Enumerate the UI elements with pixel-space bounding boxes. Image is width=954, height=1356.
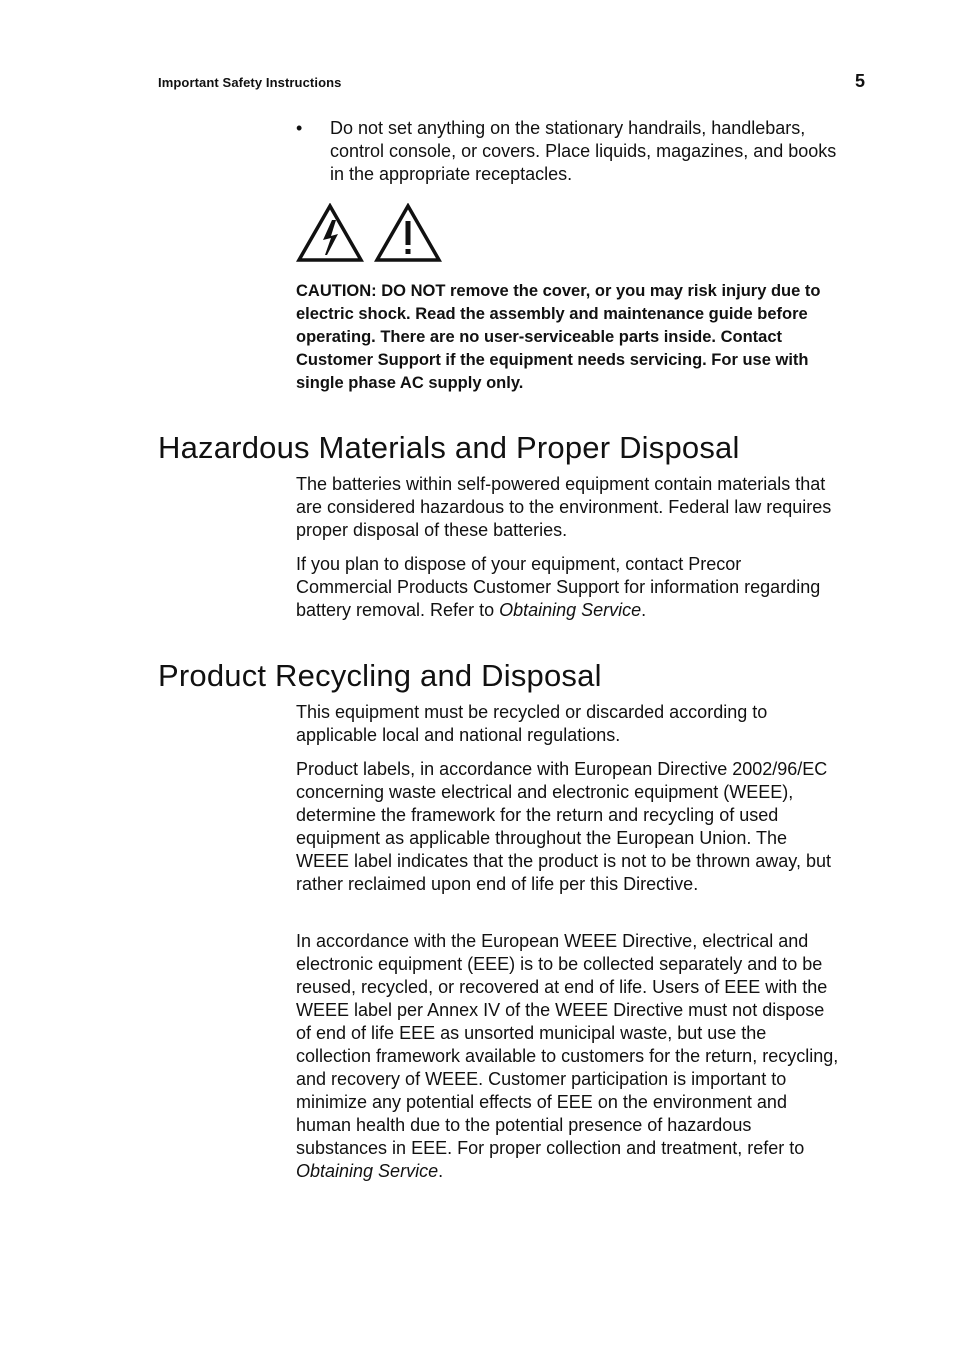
recycling-para-3-text: In accordance with the European WEEE Directive, electrical and electronic equipment (EEE) is to be collected separately and to be reused, recycled, or recovered at end of life. Users of EEE with the WEEE label per Annex IV of the WEEE Directive must not dispose of end of life EEE as unsorted municipal waste, but use the collection framework available to customers for the return, recycling, and recovery of WEEE. Customer participation is important to minimize any potential effects of EEE on the environment and human health due to the potential presence of hazardous substances in EEE. For proper collection and treatment, refer to <box>296 931 839 1158</box>
page-number: 5 <box>855 71 866 91</box>
section-heading-recycling: Product Recycling and Disposal <box>158 658 602 693</box>
recycling-para-3 <box>296 930 841 1183</box>
hazardous-para-2-end: . <box>641 600 647 620</box>
electric-shock-warning-icon <box>296 203 364 263</box>
caution-notice: CAUTION: DO NOT remove the cover, or you may risk injury due to electric shock. Read the assembly and maintenance guide before operating. There are no user-serviceable parts inside. Contact Customer Support if the equipment needs servicing. For use with single phase AC supply only. <box>296 282 821 392</box>
bullet-marker: • <box>296 118 303 138</box>
bullet-text: Do not set anything on the stationary handrails, handlebars, control console, or covers. Place liquids, magazines, and books in the appropriate receptacles. <box>330 118 837 184</box>
hazardous-para-2-text: If you plan to dispose of your equipment, contact Precor Commercial Products Customer Support for information regarding battery removal. Refer to <box>296 554 821 620</box>
obtaining-service-reference: Obtaining Service <box>499 600 642 620</box>
general-warning-icon <box>374 203 442 263</box>
bullet-item <box>296 117 841 186</box>
obtaining-service-reference: Obtaining Service <box>296 1161 439 1181</box>
hazardous-para-2 <box>296 553 841 622</box>
warning-icons <box>296 203 442 263</box>
recycling-para-2: Product labels, in accordance with European Directive 2002/96/EC concerning waste electrical and electronic equipment (WEEE), determine the framework for the return and recycling of used equipment as applicable throughout the European Union. The WEEE label indicates that the product is not to be thrown away, but rather reclaimed upon end of life per this Directive. <box>296 759 831 894</box>
recycling-para-1: This equipment must be recycled or discarded according to applicable local and national regulations. <box>296 702 768 745</box>
running-head: Important Safety Instructions <box>158 75 342 90</box>
recycling-para-3-end: . <box>438 1161 444 1181</box>
section-heading-hazardous: Hazardous Materials and Proper Disposal <box>158 430 740 465</box>
hazardous-para-1: The batteries within self-powered equipment contain materials that are considered hazardous to the environment. Federal law requires proper disposal of these batteries. <box>296 474 832 540</box>
